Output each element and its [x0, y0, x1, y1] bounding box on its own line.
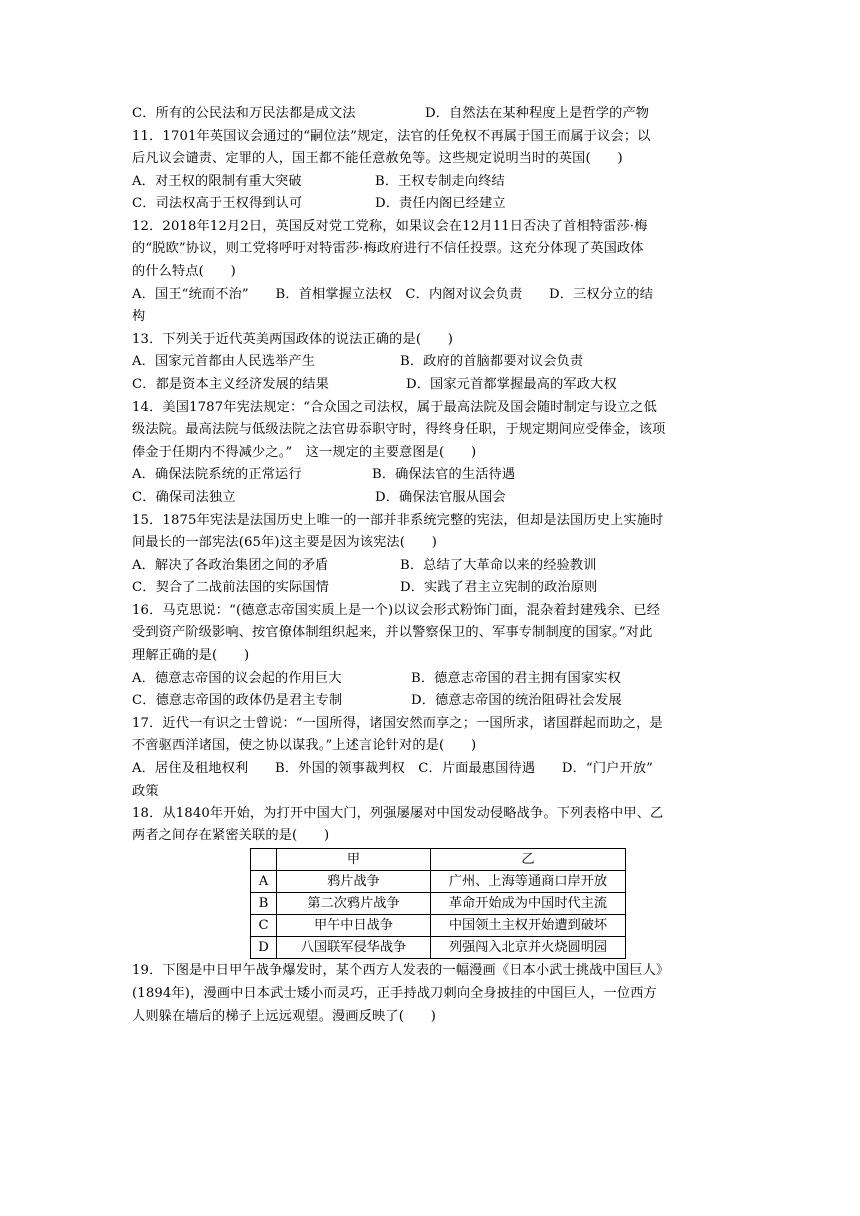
question-11-text: 11．1701年英国议会通过的“嗣位法”规定，法官的任免权不再属于国王而属于议会；以	[132, 129, 651, 144]
table-cell: A	[251, 871, 277, 893]
option-line: 构	[132, 309, 146, 324]
table-cell: 鸦片战争	[277, 871, 431, 893]
question-17-text: 不啻驱西洋诸国，使之协以谋我。”上述言论针对的是( )	[132, 738, 477, 753]
table-row	[251, 871, 626, 893]
option-line: C．德意志帝国的政体仍是君主专制 D．德意志帝国的统治阻碍社会发展	[132, 693, 622, 708]
table-header-row	[251, 849, 626, 871]
table-cell: 列强闯入北京并火烧圆明园	[431, 937, 626, 959]
option-line: A．国王“统而不治” B．首相掌握立法权 C．内阁对议会负责 D．三权分立的结	[132, 287, 654, 302]
option-line: A．确保法院系统的正常运行 B．确保法官的生活待遇	[132, 467, 516, 482]
question-18-table	[250, 848, 626, 959]
option-line: C．所有的公民法和万民法都是成文法 D．自然法在某种程度上是哲学的产物	[132, 106, 650, 121]
question-13-text: 13．下列关于近代英美两国政体的说法正确的是( )	[132, 332, 454, 347]
table-header-cell: 乙	[431, 849, 626, 871]
option-line: A．国家元首都由人民选举产生 B．政府的首脑都要对议会负责	[132, 354, 584, 369]
question-12-text: 12．2018年12月2日，英国反对党工党称，如果议会在12月11日否决了首相特雷莎·梅	[132, 219, 648, 234]
question-16-text: 16．马克思说：“(德意志帝国实质上是一个)以议会形式粉饰门面，混杂着封建残余、已经	[132, 603, 661, 618]
question-19-text: 人则躲在墙后的梯子上远远观望。漫画反映了( )	[132, 1009, 437, 1024]
option-line: A．居住及租地权利 B．外国的领事裁判权 C．片面最惠国待遇 D．“门户开放”	[132, 761, 654, 776]
question-14-text: 级法院。最高法院与低级法院之法官毋忝职守时，得终身任职，于规定期间应受俸金，该项	[132, 422, 666, 437]
option-line: A．对王权的限制有重大突破 B．王权专制走向终结	[132, 174, 505, 189]
question-15-text: 15．1875年宪法是法国历史上唯一的一部并非系统完整的宪法，但却是法国历史上实施时	[132, 513, 664, 528]
question-19-text: 19．下图是中日甲午战争爆发时，某个西方人发表的一幅漫画《日本小武士挑战中国巨人》	[132, 963, 670, 978]
table-cell: 第二次鸦片战争	[277, 893, 431, 915]
question-14-text: 14．美国1787年宪法规定：“合众国之司法权，属于最高法院及国会随时制定与设立之低	[132, 400, 657, 415]
option-line: 政策	[132, 784, 159, 799]
question-17-text: 17．近代一有识之士曾说：“一国所得，诸国安然而享之；一国所求，诸国群起而助之，是	[132, 716, 663, 731]
option-line: C．确保司法独立 D．确保法官服从国会	[132, 490, 506, 505]
option-line: C．契合了二战前法国的实际国情 D．实践了君主立宪制的政治原则	[132, 580, 598, 595]
question-14-text: 俸金于任期内不得减少之。” 这一规定的主要意图是( )	[132, 445, 477, 460]
question-16-text: 理解正确的是( )	[132, 648, 250, 663]
table-cell: 甲午中日战争	[277, 915, 431, 937]
table-cell: B	[251, 893, 277, 915]
table-header-cell	[251, 849, 277, 871]
table-cell: 中国领土主权开始遭到破坏	[431, 915, 626, 937]
option-line: C．司法权高于王权得到认可 D．责任内阁已经建立	[132, 196, 506, 211]
question-19-text: (1894年)，漫画中日本武士矮小而灵巧，正手持战刀刺向全身披挂的中国巨人，一位西方	[132, 986, 657, 1001]
option-line: C．都是资本主义经济发展的结果 D．国家元首都掌握最高的军政大权	[132, 377, 617, 392]
table-cell: 广州、上海等通商口岸开放	[431, 871, 626, 893]
table-cell: D	[251, 937, 277, 959]
table-cell: 革命开始成为中国时代主流	[431, 893, 626, 915]
question-15-text: 间最长的一部宪法(65年)这主要是因为该宪法( )	[132, 535, 438, 550]
table-row	[251, 915, 626, 937]
question-12-text: 的“脱欧”协议，则工党将呼吁对特雷莎·梅政府进行不信任投票。这充分体现了英国政体	[132, 241, 644, 256]
question-18-text: 两者之间存在紧密关联的是( )	[132, 828, 330, 843]
table-cell: C	[251, 915, 277, 937]
table-row	[251, 893, 626, 915]
option-line: A．解决了各政治集团之间的矛盾 B．总结了大革命以来的经验教训	[132, 558, 597, 573]
option-line: A．德意志帝国的议会起的作用巨大 B．德意志帝国的君主拥有国家实权	[132, 671, 621, 686]
question-18-text: 18．从1840年开始，为打开中国大门，列强屡屡对中国发动侵略战争。下列表格中甲、乙	[132, 806, 664, 821]
table-cell: 八国联军侵华战争	[277, 937, 431, 959]
question-11-text: 后凡议会谴责、定罪的人，国王都不能任意赦免等。这些规定说明当时的英国( )	[132, 151, 623, 166]
question-12-text: 的什么特点( )	[132, 264, 236, 279]
table-row	[251, 937, 626, 959]
question-16-text: 受到资产阶级影响、按官僚体制组织起来，并以警察保卫的、军事专制制度的国家。”对此	[132, 625, 653, 640]
table-header-cell: 甲	[277, 849, 431, 871]
